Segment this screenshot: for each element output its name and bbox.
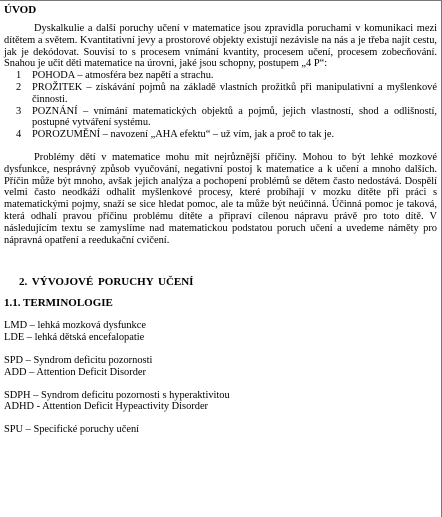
spacer xyxy=(4,309,437,320)
term-sdph: SDPH – Syndrom deficitu pozornosti s hyperaktivitou xyxy=(4,389,230,401)
list-number: 4 xyxy=(16,129,22,141)
list-item xyxy=(4,70,437,82)
four-p-list xyxy=(4,70,437,141)
term-lde: LDE – lehká dětská encefalopatie xyxy=(4,332,145,344)
term-spu: SPU – Specifické poruchy učení xyxy=(4,424,140,436)
spacer xyxy=(4,413,437,424)
intro-paragraph: Dyskalkulie a další poruchy učení v matematice jsou zpravidla poruchami v komunikaci mezi dítětem a světem. Kvantitativní jevy a prostorové objekty existují nezávisle na nás a je třeba najít cestu, jak je dekódovat. Souvisí to s procesem vnímání kvantity, procesem učení, procesem zobecňování. Snahou je učit děti matematice na úrovni, jaké jsou schopny, postupem „4 P“: xyxy=(4,23,437,70)
spacer xyxy=(4,379,437,390)
term-add: ADD – Attention Deficit Disorder xyxy=(4,366,146,378)
page-border-top xyxy=(0,0,441,1)
list-number: 1 xyxy=(16,70,22,82)
page-title: ÚVOD xyxy=(4,4,37,16)
list-item-text: POROZUMĚNÍ – navození „AHA efektu“ – už vím, jak a proč to tak je. xyxy=(32,129,335,141)
chapter-heading: 2. VÝVOJOVÉ PORUCHY UČENÍ xyxy=(19,276,194,289)
list-number: 2 xyxy=(16,81,22,93)
list-item xyxy=(4,82,437,106)
list-number: 3 xyxy=(16,105,22,117)
problems-paragraph: Problémy dětí v matematice mohu mít nejrůznější příčiny. Mohou to být lehké mozkové dysfunkce, nesprávný způsob vyučování, negativní postoj k matematice a k učení a mnoho dalších. Příčin může být mnoho, avšak jejich analýza a pochopení problémů se dětem často nedostává. Dospělí velmi často neodkáží odhalit myšlenkové procesy, které probíhají v mozku dítěte při práci s matematickými pojmy, snaží se sice hledat pomoc, ale ta může být neúčinná. Účinná pomoc je taková, která odhalí pravou příčinu problému dítěte a připraví cílenou nápravu právě pro toto dítě. V následujícím textu se zamyslíme nad matematickou podstatou poruch učení a uvedeme náměty pro nápravná opatření a reedukační cvičení. xyxy=(4,151,437,246)
list-item-text: PROŽITEK – získávání pojmů na základě vlastních prožitků při manipulativní a myšlenkové činnosti. xyxy=(32,81,437,105)
term-spd: SPD – Syndrom deficitu pozornosti xyxy=(4,354,153,366)
spacer xyxy=(4,246,437,276)
list-item-text: POZNÁNÍ – vnímání matematických objektů a pojmů, jejich vlastností, shod a odlišností, postupné vytváření systému. xyxy=(32,105,437,129)
list-item xyxy=(4,106,437,130)
term-lmd: LMD – lehká mozková dysfunkce xyxy=(4,320,146,332)
spacer xyxy=(4,141,437,152)
document-body xyxy=(4,4,437,436)
list-item-text: POHODA – atmosféra bez napětí a strachu. xyxy=(32,70,214,82)
spacer xyxy=(4,344,437,355)
list-item xyxy=(4,129,437,141)
term-adhd: ADHD - Attention Deficit Hypeactivity Disorder xyxy=(4,401,209,413)
section-heading: 1.1. TERMINOLOGIE xyxy=(4,297,113,310)
spacer xyxy=(4,288,437,297)
